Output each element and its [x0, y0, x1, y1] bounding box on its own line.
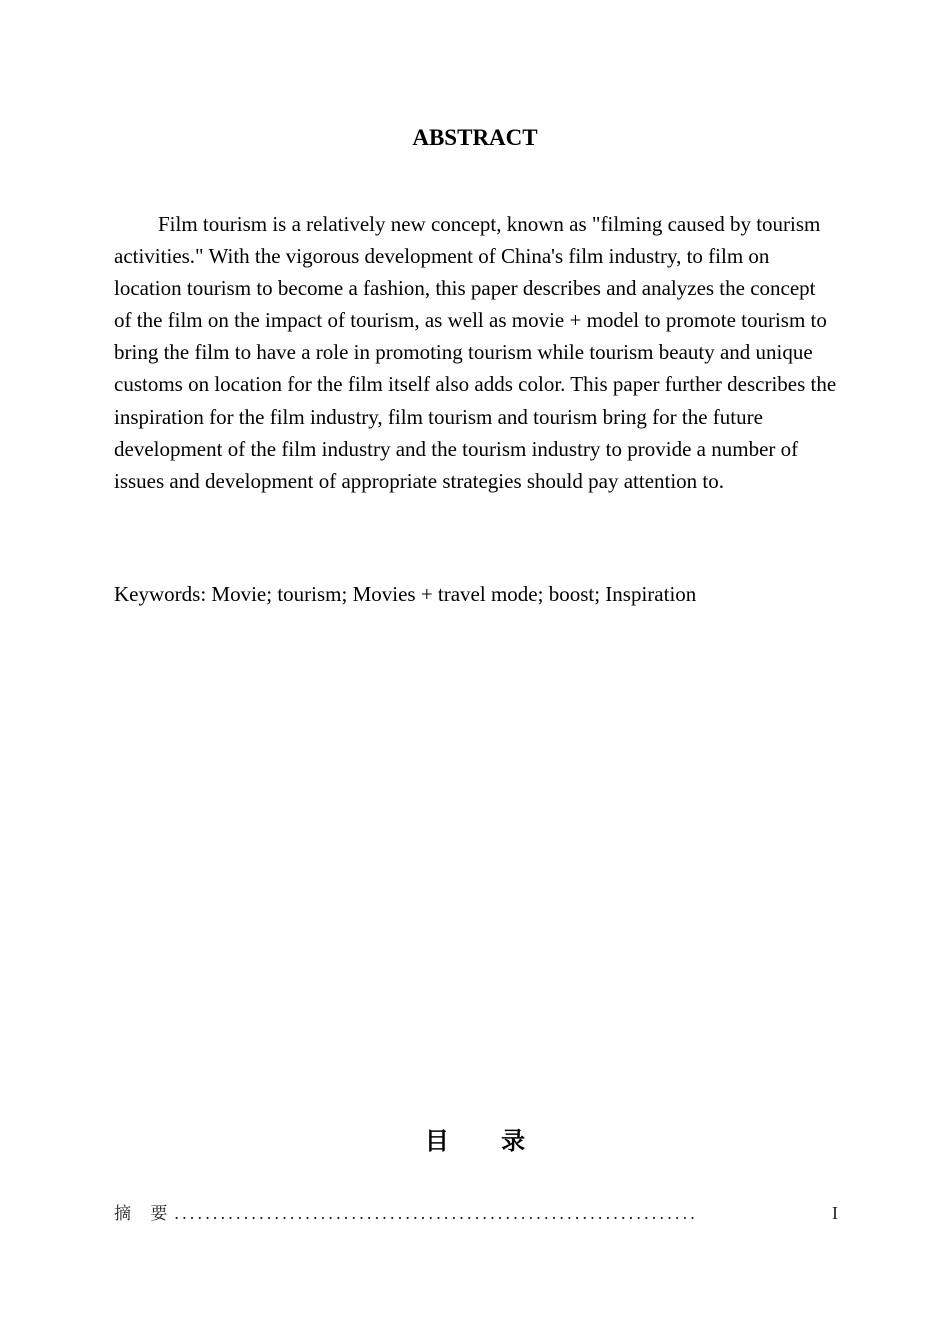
abstract-body: Film tourism is a relatively new concept, known as "filming caused by tourism activities." With the vigorous development of China's film industry, to film on location tourism to become a fashion, this paper describes and analyzes the concept of the film on the impact of tourism, as well as movie + model to promote tourism to bring the film to have a role in promoting tourism while tourism beauty and unique customs on location for the film itself also adds color. This paper further describes the inspiration for the film industry, film tourism and tourism bring for the future development of the film industry and the tourism industry to provide a number of issues and development of appropriate strategies should pay attention to. — [114, 212, 837, 493]
toc-title: 目 录 — [424, 1127, 548, 1155]
toc-entry-leader: .................................................................... — [174, 1203, 699, 1223]
toc-entry-label: 摘 要 — [114, 1204, 175, 1224]
toc-entry-abstract[interactable] — [114, 1200, 838, 1226]
keywords-line: Keywords: Movie; tourism; Movies + travel mode; boost; Inspiration — [114, 582, 697, 606]
abstract-title: ABSTRACT — [412, 125, 538, 150]
toc-entry-page-number: I — [832, 1203, 838, 1223]
